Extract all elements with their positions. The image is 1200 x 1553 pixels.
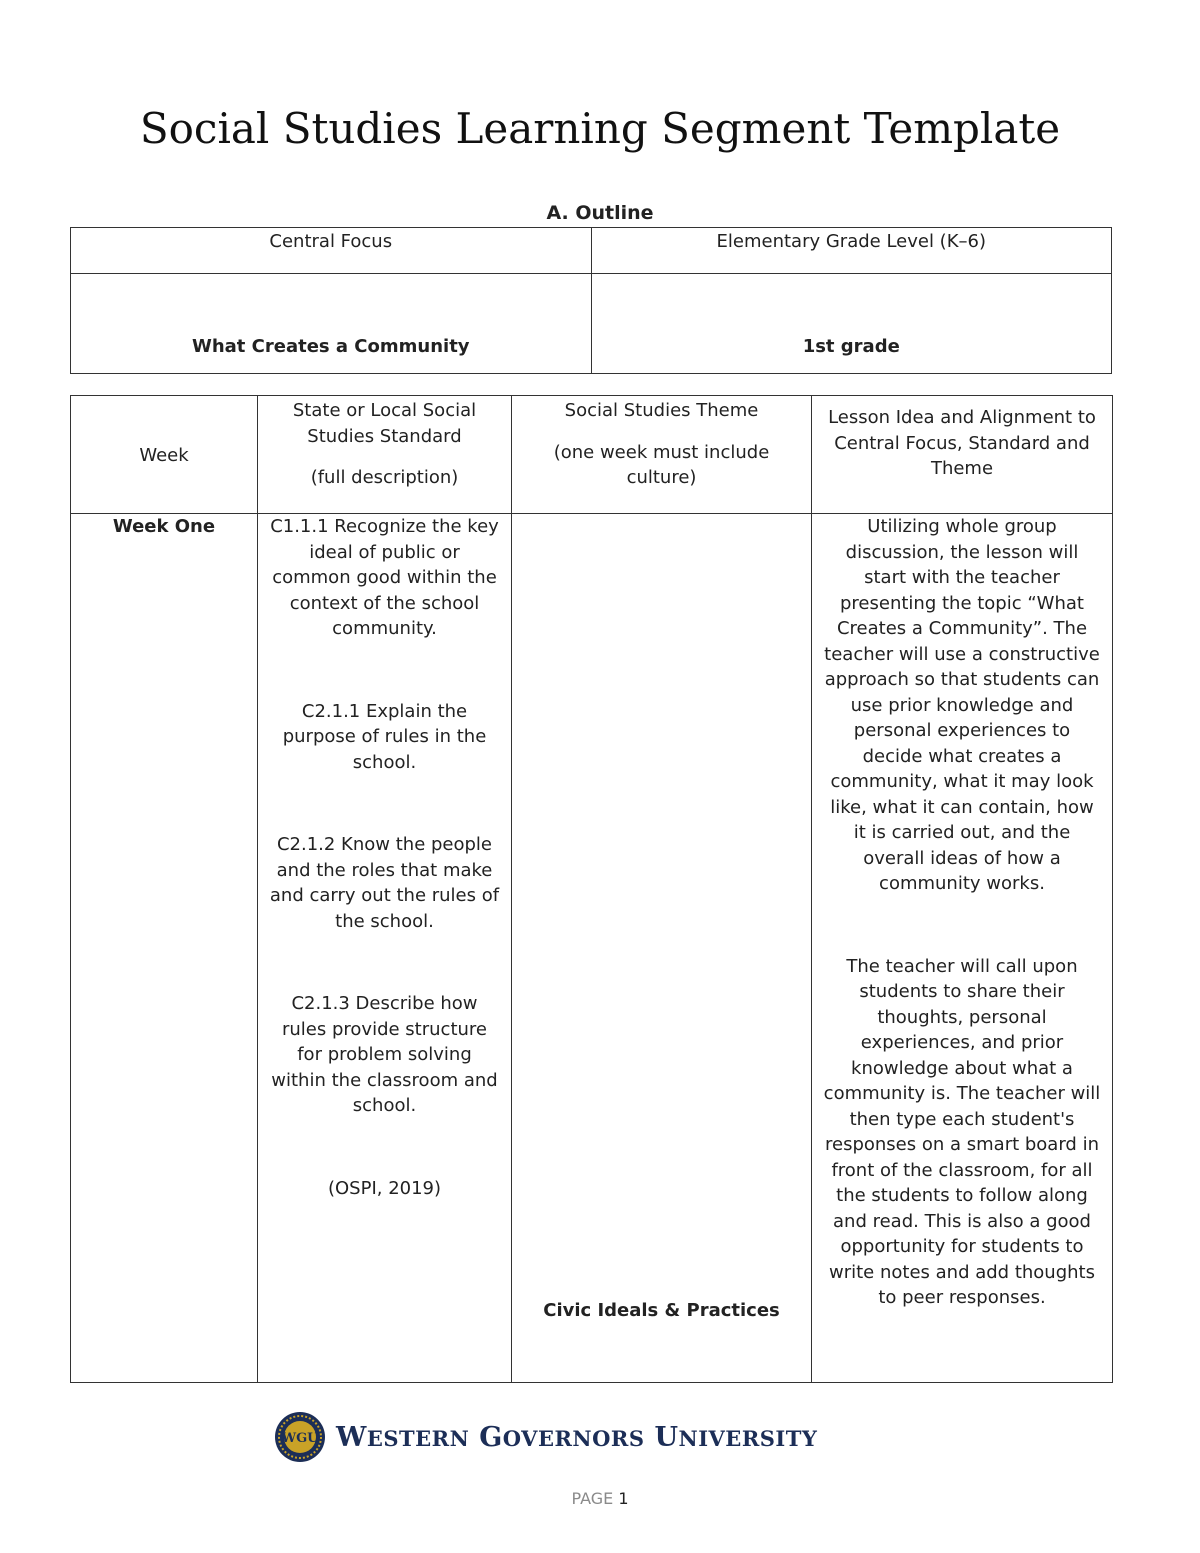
learning-plan-table [70,395,1113,1383]
wgu-seal-icon [274,1411,326,1463]
standard-header-title: State or Local Social Studies Standard [292,400,477,447]
section-heading: A. Outline [546,202,654,224]
outline-table [70,227,1112,374]
central-focus-header: Central Focus [71,228,592,274]
theme-header-title: Social Studies Theme [564,400,759,421]
standard-item: C2.1.3 Describe how rules provide structure for problem solving within the classroom and school. [271,993,498,1116]
lesson-cell [812,514,1113,1383]
lesson-paragraph: Utilizing whole group discussion, the lesson will start with the teacher presenting the topic “What Creates a Community”. The teacher will use a constructive approach so that students can use prior knowledge and personal experiences to decide what creates a community, what it may look like, what it can contain, how it is carried out, and the overall ideas of how a community works. [824,516,1100,894]
table-row [71,514,1113,1383]
standards-cell [258,514,512,1383]
document-title: Social Studies Learning Segment Template [139,104,1061,153]
citation: (OSPI, 2019) [327,1177,442,1199]
page-label: PAGE [571,1489,614,1508]
standard-header-note: (full description) [310,467,459,488]
standard-column-header [258,396,512,514]
central-focus-value: What Creates a Community [71,274,592,374]
grade-level-value: 1st grade [591,274,1112,374]
theme-cell [512,514,812,1383]
standard-item: C1.1.1 Recognize the key ideal of public or common good within the context of the school community. [270,516,499,639]
standard-item: C2.1.1 Explain the purpose of rules in the school. [282,700,487,773]
week-cell: Week One [71,514,258,1383]
lesson-paragraph: The teacher will call upon students to share their thoughts, personal experiences, and prior knowledge about what a community is. The teacher will then type each student's responses on a smart board in front of the classroom, for all the students to follow along and read. This is also a good opportunity for students to write notes and add thoughts to peer responses. [823,955,1101,1308]
theme-header-note: (one week must include culture) [553,441,770,488]
grade-level-header: Elementary Grade Level (K–6) [591,228,1112,274]
theme-value: Civic Ideals & Practices [543,1300,780,1321]
page-number-value: 1 [618,1489,629,1508]
wgu-logo [274,1410,890,1464]
lesson-column-header: Lesson Idea and Alignment to Central Focus, Standard and Theme [812,396,1113,514]
svg-text:WGU: WGU [281,1431,319,1446]
wgu-wordmark: WESTERN GOVERNORS UNIVERSITY [336,1421,818,1453]
standard-item: C2.1.2 Know the people and the roles that make and carry out the rules of the school. [269,834,500,932]
theme-column-header [512,396,812,514]
page-number [0,1489,1200,1508]
week-column-header: Week [71,396,258,514]
